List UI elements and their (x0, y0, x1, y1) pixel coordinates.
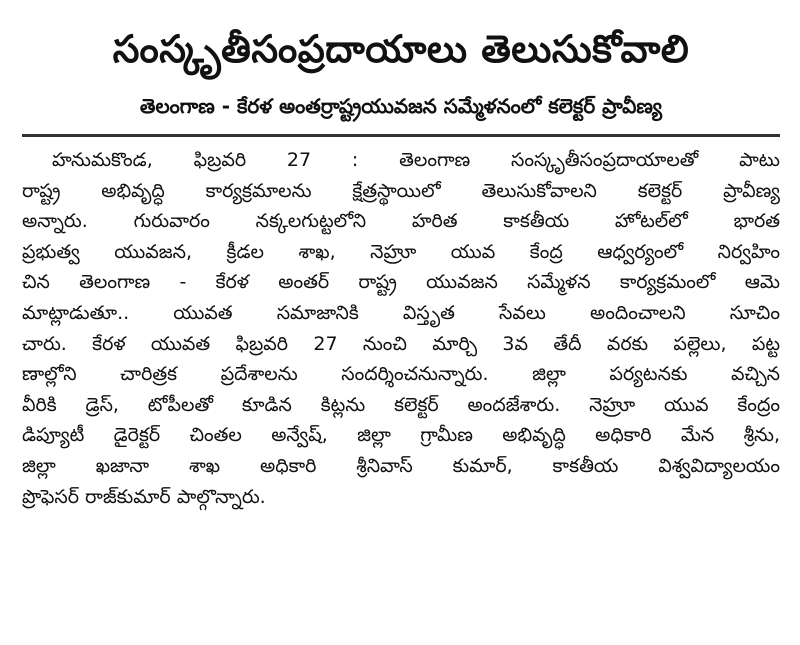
body-line: జిల్లా ఖజానా శాఖ అధికారి శ్రీనివాస్ కుమార్, కాకతీయ విశ్వవిద్యాలయం (22, 454, 780, 477)
article-body (22, 145, 780, 512)
body-line: డిప్యూటీ డైరెక్టర్ చింతల అన్వేష్, జిల్లా గ్రామీణ అభివృద్ధి అధికారి మేన శ్రీను, (22, 424, 780, 447)
body-line: చారు. కేరళ యువత ఫిబ్రవరి 27 నుంచి మార్చి 3వ తేదీ వరకు పల్లెలు, పట్ట (22, 332, 780, 355)
body-line: చిన తెలంగాణ - కేరళ అంతర్ రాష్ట్ర యువజన సమ్మేళన కార్యక్రమంలో ఆమె (22, 271, 780, 294)
body-line: రాష్ట్ర అభివృద్ధి కార్యక్రమాలను క్షేత్రస్థాయిలో తెలుసుకోవాలని కలెక్టర్ ప్రావీణ్య (22, 179, 780, 202)
body-line: ప్రభుత్వ యువజన, క్రీడల శాఖ, నెహ్రూ యువ కేంద్ర ఆధ్వర్యంలో నిర్వహిం (22, 240, 780, 263)
body-line: అన్నారు. గురువారం నక్కలగుట్టలోని హరిత కాకతీయ హోటల్‌లో భారత (22, 210, 780, 233)
body-line: వీరికి డ్రెస్, టోపీలతో కూడిన కిట్లను కలెక్టర్ అందజేశారు. నెహ్రూ యువ కేంద్రం (22, 393, 780, 416)
subheadline: తెలంగాణ - కేరళ అంతర్రాష్ట్రయువజన సమ్మేళనంలో కలెక్టర్ ప్రావీణ్య (139, 94, 663, 118)
divider (22, 134, 780, 137)
headline: సంస్కృతీసంప్రదాయాలు తెలుసుకోవాలి (112, 27, 690, 71)
body-line: ణాల్లోని చారిత్రక ప్రదేశాలను సందర్శించనున్నారు. జిల్లా పర్యటనకు వచ్చిన (22, 363, 780, 386)
body-line: హనుమకొండ, ఫిబ్రవరి 27 : తెలంగాణ సంస్కృతీసంప్రదాయాలతో పాటు (52, 149, 780, 171)
body-line: మాట్లాడుతూ.. యువత సమాజానికి విస్తృత సేవలు అందించాలని సూచిం (22, 301, 780, 324)
body-line: ప్రొఫెసర్ రాజ్‌కుమార్ పాల్గొన్నారు. (22, 485, 266, 508)
